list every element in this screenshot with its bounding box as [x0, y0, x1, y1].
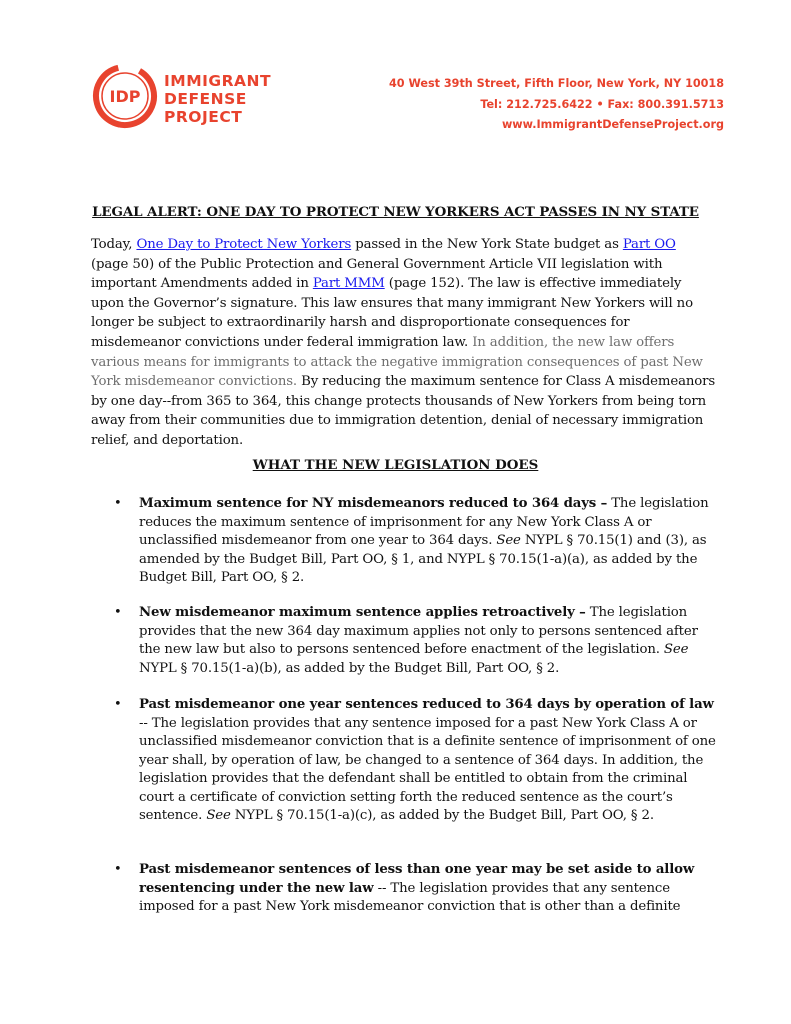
bullet-text: The legislation reduces the maximum sentence of imprisonment for any New York Class A or unclassified misdemeanor from one year to 364 days. [139, 496, 709, 548]
one-day-link[interactable]: One Day to Protect New Yorkers [136, 237, 352, 252]
intro-text-1: Today, [91, 237, 137, 252]
bullet-heading: New misdemeanor maximum sentence applies retroactively – [139, 605, 586, 620]
idp-logo-mark [92, 63, 158, 129]
bullet-text: The legislation provides that the new 364 day maximum applies not only to persons sentenced after the new law but also to persons sentenced before enactment of the legislation. [139, 605, 698, 657]
logo-line-3: PROJECT [164, 108, 243, 126]
website-link[interactable]: www.ImmigrantDefenseProject.org [501, 118, 724, 131]
bullet-see: See [206, 808, 231, 823]
intro-text-4: (page 152). The law is effective immediately upon the Governor’s signature. This law ensures that many immigrant New Yorkers will no longer be subject to extraordinarily harsh and disproportionate consequences for misdemeanor convictions under federal immigration law. [91, 276, 693, 350]
section-heading: WHAT THE NEW LEGISLATION DOES [252, 457, 539, 473]
logo-line-2: DEFENSE [164, 90, 247, 108]
idp-logo [92, 60, 272, 138]
bullet-heading: Maximum sentence for NY misdemeanors reduced to 364 days – [139, 496, 608, 511]
intro-paragraph [91, 235, 715, 451]
bullet-item [114, 696, 719, 826]
bullet-text: -- The legislation provides that any sentence imposed for a past New York misdemeanor conviction that is other than a definite [139, 880, 681, 914]
part-mmm-link[interactable]: Part MMM [312, 276, 385, 292]
bullet-text: -- The legislation provides that any sentence imposed for a past New York Class A or unclassified misdemeanor conviction that is a definite sentence of imprisonment of one year shall, by operation of law, be changed to a sentence of 364 days. In addition, the legislation provides that the defendant shall be entitled to obtain from the criminal court a certificate of conviction setting forth the reduced sentence as the court’s sentence. [139, 715, 716, 823]
intro-text-3: (page 50) of the Public Protection and General Government Article VII legislation with important Amendments added in [91, 256, 663, 292]
bullet-icon: • [114, 697, 122, 712]
logo-line-1: IMMIGRANT [164, 72, 272, 90]
intro-text-2: passed in the New York State budget as [351, 237, 623, 252]
logo-mark-text: IDP [109, 87, 141, 106]
intro-muted-text: In addition, the new law offers various means for immigrants to attack the negative immigration consequences of past New York misdemeanor convictions. [91, 334, 703, 390]
bullet-item [114, 861, 719, 917]
bullet-item [114, 495, 719, 588]
bullet-citation: NYPL § 70.15(1-a)(b), as added by the Budget Bill, Part OO, § 2. [139, 660, 560, 676]
bullet-see: See [496, 533, 521, 548]
bullet-heading: Past misdemeanor sentences of less than one year may be set aside to allow resentencing under the new law [139, 862, 695, 896]
logo-wordmark [164, 72, 271, 126]
contact-block [389, 74, 724, 136]
bullet-icon: • [114, 496, 122, 511]
part-oo-link[interactable]: Part OO [622, 237, 676, 252]
address-line: 40 West 39th Street, Fifth Floor, New York, NY 10018 [389, 77, 724, 90]
bullet-item [114, 604, 719, 678]
intro-text-5: By reducing the maximum sentence for Class A misdemeanors by one day--from 365 to 364, this change protects thousands of New Yorkers from being torn away from their communities due to immigration detention, denial of necessary immigration relief, and deportation. [91, 374, 716, 448]
bullet-citation: NYPL § 70.15(1-a)(c), as added by the Budget Bill, Part OO, § 2. [230, 808, 654, 823]
phone-fax-line: Tel: 212.725.6422 • Fax: 800.391.5713 [480, 97, 724, 111]
bullet-icon: • [114, 605, 122, 620]
page-title: LEGAL ALERT: ONE DAY TO PROTECT NEW YORKERS ACT PASSES IN NY STATE [92, 204, 699, 220]
bullet-heading: Past misdemeanor one year sentences reduced to 364 days by operation of law [139, 697, 714, 712]
bullet-icon: • [114, 862, 122, 877]
bullet-citation: NYPL § 70.15(1) and (3), as amended by the Budget Bill, Part OO, § 1, and NYPL § 70.15(1-a)(a), as added by the Budget Bill, Part OO, § 2. [139, 533, 707, 585]
bullet-see: See [663, 642, 689, 657]
